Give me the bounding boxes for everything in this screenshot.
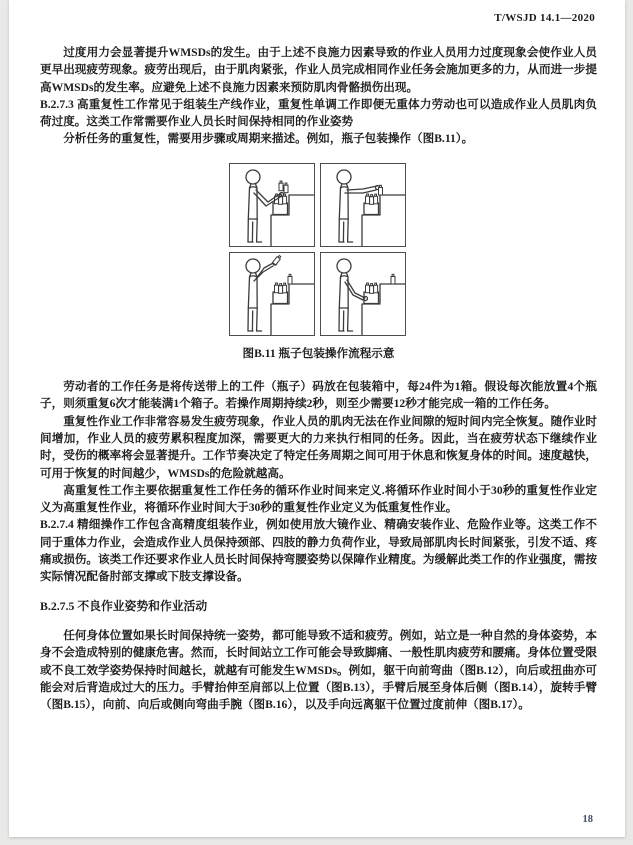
document-reference: T/WSJD 14.1—2020	[494, 12, 595, 24]
section-number-b274: B.2.7.4	[40, 518, 74, 532]
figure-panel-4	[320, 252, 406, 336]
figure-panel-1	[229, 163, 315, 247]
para-worker-task: 劳动者的工作任务是将传送带上的工件（瓶子）码放在包装箱中，每24件为1箱。假设每次能放置4个瓶子，则须重复6次才能装满1个箱子。若操作周期持续2秒，则至少需要12秒才能完成一箱的工作任务。	[40, 380, 597, 411]
section-number-b273: B.2.7.3	[40, 97, 74, 111]
figure-panel-2	[320, 163, 406, 247]
figure-caption: 图B.11 瓶子包装操作流程示意	[242, 346, 395, 360]
section-text-b273: 高重复性工作常见于组装生产线作业，重复性单调工作即便无重体力劳动也可以造成作业人员肌肉负荷过度。这类工作常需要作业人员长时间保持相同的作业姿势	[40, 97, 597, 129]
figure-panel-grid	[229, 163, 409, 336]
para-section-b273	[40, 96, 597, 131]
heading-b275: B.2.7.5 不良作业姿势和作业活动	[40, 598, 208, 613]
para-posture: 任何身体位置如果长时间保持统一姿势，都可能导致不适和疲劳。例如，站立是一种自然的身体姿势，本身不会造成特别的健康危害。然而，长时间站立工作可能会导致脚痛、一般性肌肉疲劳和腰痛。身体位置受限或不良工效学姿势保持时间越长，就越有可能发生WMSDs。例如，躯干向前弯曲（图B.12），向后或扭曲亦可能会对后背造成过大的压力。手臂抬伸至肩部以上位置（图B.13），手臂后展至身体后侧（图B.14），旋转手臂（图B.15），向前、向后或侧向弯曲手腕（图B.16），以及手向远离躯干位置过度前伸（图B.17）。	[40, 628, 597, 712]
document-page	[9, 0, 625, 837]
page-number: 18	[582, 814, 593, 825]
worker-placing-bottles-illustration	[321, 164, 405, 246]
figure-panel-3	[229, 252, 315, 336]
worker-stacking-bottle-illustration	[230, 253, 314, 335]
document-body	[40, 44, 597, 713]
worker-grabbing-bottles-illustration	[230, 164, 314, 246]
para-fatigue: 重复性作业工作非常容易发生疲劳现象，作业人员的肌肉无法在作业间隙的短时间内完全恢复。随作业时间增加，作业人员的疲劳累积程度加深，需要更大的力来执行相同的任务。因此，当在疲劳状态下继续作业时，受伤的概率将会显著提升。工作节奏决定了特定任务周期之间可用于休息和恢复身体的时间。速度越快，可用于恢复的时间越少，WMSDs的危险就越高。	[40, 414, 597, 480]
para-section-b274	[40, 516, 597, 585]
section-text-b274: 精细操作工作包含高精度组装作业，例如使用放大镜作业、精确安装作业、危险作业等。这类工作不同于重体力作业，会造成作业人员保持颈部、四肢的静力负荷作业，导致局部肌肉长时间紧张，引发不适、疼痛或损伤。该类工作还要求作业人员长时间保持弯腰姿势以保障作业精度。为缓解此类工作的作业强度，需按实际情况配备肘部支撑或下肢支撑设备。	[40, 518, 597, 584]
para-analysis: 分析任务的重复性，需要用步骤或周期来描述。例如，瓶子包装操作（图B.11）。	[63, 132, 474, 146]
worker-at-box-illustration	[321, 253, 405, 335]
para-overexertion: 过度用力会显著提升WMSDs的发生。由于上述不良施力因素导致的作业人员用力过度现象会使作业人员更早出现疲劳现象。疲劳出现后，由于肌肉紧张，作业人员完成相同作业任务会施加更多的力，从而进一步提高WMSDs的发生率。应避免上述不良施力因素来预防肌肉骨骼损伤出现。	[40, 46, 597, 94]
figure-b11	[229, 163, 409, 362]
para-high-repetition: 高重复性工作主要依据重复性工作任务的循环作业时间来定义.将循环作业时间小于30秒的重复性作业定义为高重复性作业，将循环作业时间大于30秒的重复性作业定义为低重复性作业。	[40, 483, 597, 515]
